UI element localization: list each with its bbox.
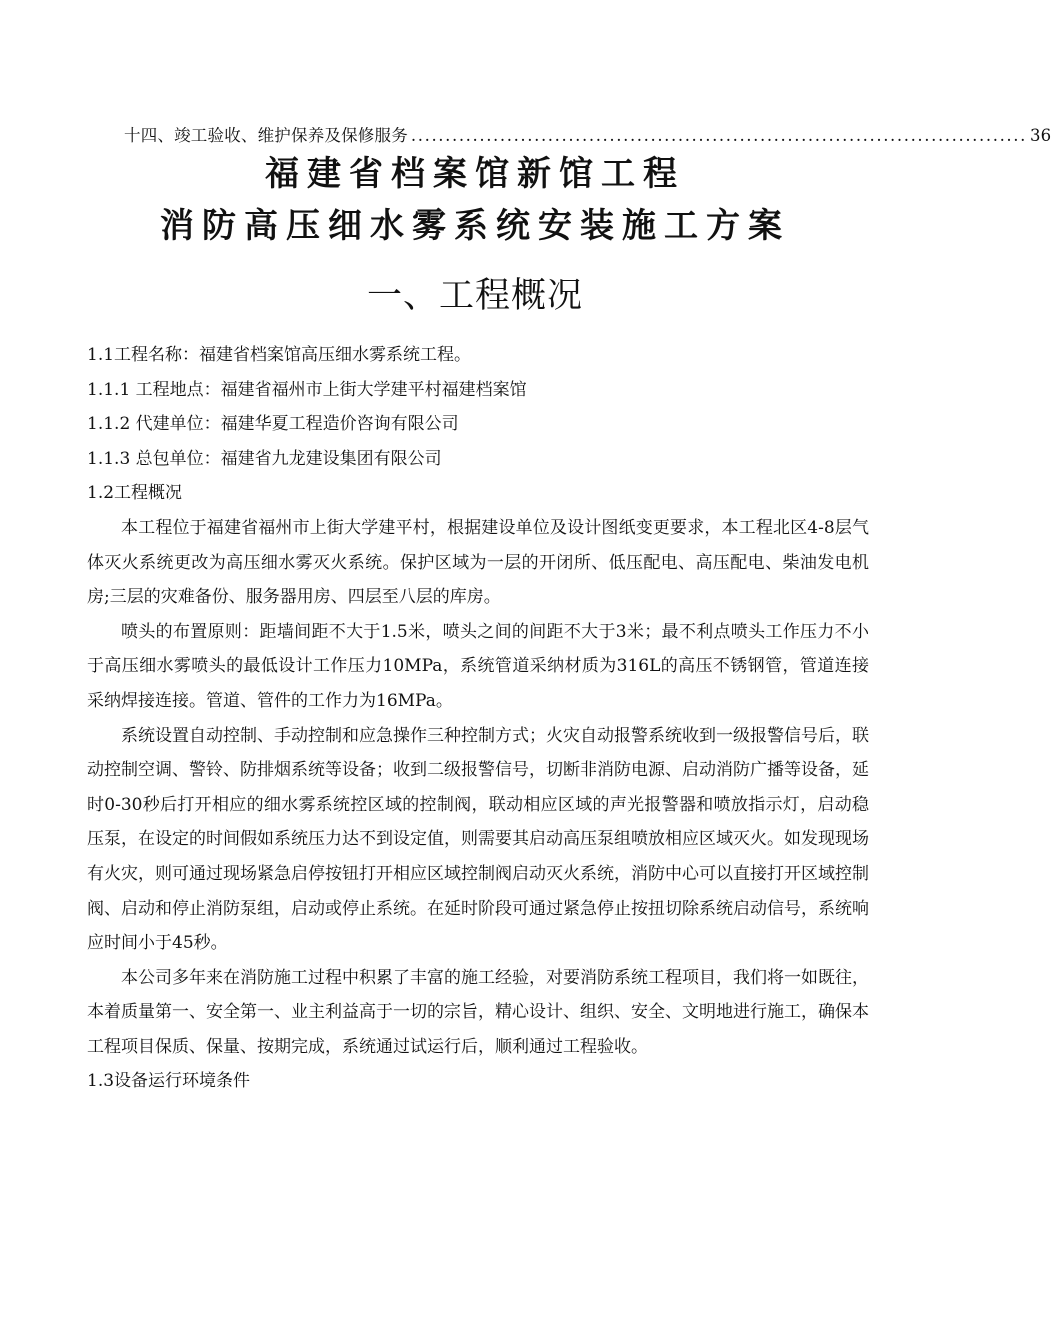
subsection-heading: 1.3设备运行环境条件 xyxy=(87,1071,251,1092)
toc-entry[interactable] xyxy=(124,124,1051,148)
agent-unit-line: 1.1.2 代建单位：福建华夏工程造价咨询有限公司 xyxy=(87,414,459,435)
project-name-line: 1.1工程名称：福建省档案馆高压细水雾系统工程。 xyxy=(87,345,472,365)
subsection-heading: 1.2工程概况 xyxy=(87,483,183,504)
body-content xyxy=(87,338,869,1099)
section-heading: 一、工程概况 xyxy=(366,276,583,316)
project-location-line: 1.1.1 工程地点：福建省福州市上街大学建平村福建档案馆 xyxy=(87,379,527,400)
document-title-line-1: 福建省档案馆新馆工程 xyxy=(265,154,685,194)
paragraph-control-system: 系统设置自动控制、手动控制和应急操作三种控制方式；火灾自动报警系统收到一级报警信号后，联动控制空调、警铃、防排烟系统等设备；收到二级报警信号，切断非消防电源、启动消防广播等设备，延时0-30秒后打开相应的细水雾系统控区域的控制阀，联动相应区域的声光报警器和喷放指示灯，启动稳压泵，在设定的时间假如系统压力达不到设定值，则需要其启动高压泵组喷放相应区域灭火。如发现现场有火灾，则可通过现场紧急启停按钮打开相应区域控制阀启动灭火系统，消防中心可以直接打开区域控制阀、启动和停止消防泵组，启动或停止系统。在延时阶段可通过紧急停止按扭切除系统启动信号，系统响应时间小于45秒。 xyxy=(87,725,869,954)
paragraph-overview: 本工程位于福建省福州市上街大学建平村，根据建设单位及设计图纸变更要求，本工程北区4-8层气体灭火系统更改为高压细水雾灭火系统。保护区域为一层的开闭所、低压配电、高压配电、柴油发电机房;三层的灾难备份、服务器用房、四层至八层的库房。 xyxy=(87,517,869,608)
general-contractor-line: 1.1.3 总包单位：福建省九龙建设集团有限公司 xyxy=(87,448,442,469)
toc-page-number: 36 xyxy=(1029,126,1051,145)
paragraph-nozzle-layout: 喷头的布置原则：距墙间距不大于1.5米，喷头之间的间距不大于3米；最不利点喷头工作压力不小于高压细水雾喷头的最低设计工作压力10MPa，系统管道采纳材质为316L的高压不锈钢管，管道连接采纳焊接连接。管道、管件的工作力为16MPa。 xyxy=(87,621,869,711)
toc-entry-title: 十四、竣工验收、维护保养及保修服务 xyxy=(124,126,408,145)
document-title-line-2: 消防高压细水雾系统安装施工方案 xyxy=(160,206,790,246)
toc-dot-leader: .......................................................................................... xyxy=(410,126,1027,145)
paragraph-company-commitment: 本公司多年来在消防施工过程中积累了丰富的施工经验，对要消防系统工程项目，我们将一如既往，本着质量第一、安全第一、业主利益高于一切的宗旨，精心设计、组织、安全、文明地进行施工，确保本工程项目保质、保量、按期完成，系统通过试运行后，顺利通过工程验收。 xyxy=(87,967,869,1057)
